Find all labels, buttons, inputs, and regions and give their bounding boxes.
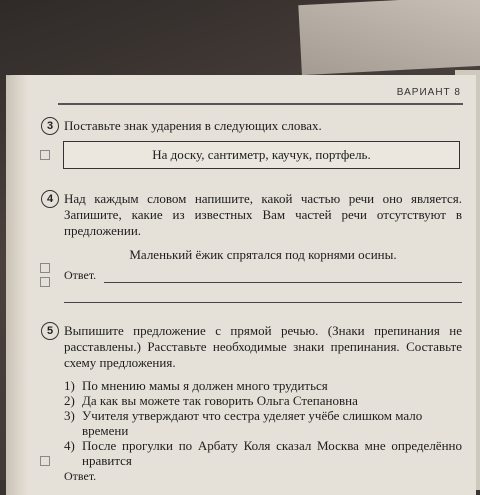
score-box-icon bbox=[40, 456, 50, 466]
question-3-words: На доску, сантиметр, каучук, портфель. bbox=[152, 147, 371, 162]
option-text: Да как вы можете так говорить Ольга Степановна bbox=[82, 393, 358, 408]
question-4-answer-line-2[interactable] bbox=[64, 302, 462, 303]
page-shadow bbox=[6, 75, 28, 495]
list-item bbox=[64, 378, 462, 393]
option-number: 2) bbox=[64, 393, 75, 408]
question-4-number: 4 bbox=[41, 190, 59, 208]
question-3-words-box bbox=[63, 141, 460, 169]
question-5-options bbox=[64, 378, 462, 468]
option-text: По мнению мамы я должен много трудиться bbox=[82, 378, 328, 393]
score-box-icon bbox=[40, 263, 50, 273]
background-sheet bbox=[298, 0, 480, 75]
list-item bbox=[64, 408, 462, 438]
question-4-instruction: Над каждым словом напишите, какой частью речи оно является. Запишите, какие из известных Вам частей речи отсутствуют в предложении. bbox=[64, 191, 462, 238]
question-5-number: 5 bbox=[41, 322, 59, 340]
question-5-answer-label: Ответ. bbox=[64, 469, 97, 483]
header-divider bbox=[58, 103, 463, 105]
score-box-icon bbox=[40, 277, 50, 287]
option-number: 1) bbox=[64, 378, 75, 393]
question-4-sentence: Маленький ёжик спрятался под корнями осины. bbox=[129, 247, 397, 262]
option-number: 4) bbox=[64, 438, 75, 453]
question-4-answer-line[interactable] bbox=[104, 282, 462, 283]
list-item bbox=[64, 438, 462, 468]
workbook-page bbox=[6, 75, 476, 495]
option-number: 3) bbox=[64, 408, 75, 423]
question-4-answer-label: Ответ. bbox=[64, 268, 97, 282]
variant-label: ВАРИАНТ 8 bbox=[396, 87, 461, 98]
list-item bbox=[64, 393, 462, 408]
option-text: Учителя утверждают что сестра уделяет учёбе слишком мало времени bbox=[82, 408, 423, 438]
page-header bbox=[58, 85, 463, 101]
score-box-icon bbox=[40, 150, 50, 160]
question-3-number: 3 bbox=[41, 117, 59, 135]
question-3-instruction: Поставьте знак ударения в следующих словах. bbox=[64, 118, 322, 133]
question-5-instruction: Выпишите предложение с прямой речью. (Знаки препинания не расставлены.) Расставьте необходимые знаки препинания. Составьте схему предложения. bbox=[64, 323, 462, 370]
option-text: После прогулки по Арбату Коля сказал Москва мне определённо нравится bbox=[82, 438, 462, 468]
